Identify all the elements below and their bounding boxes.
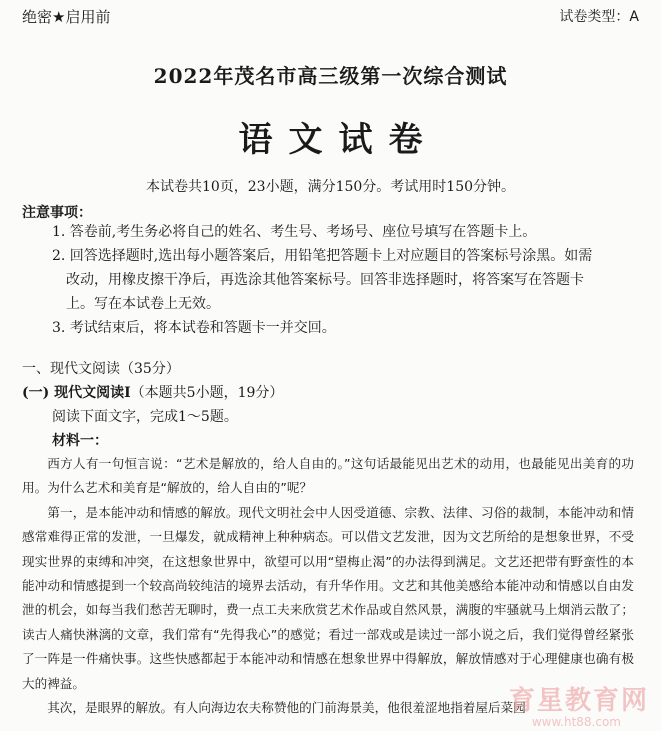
- material-label: 材料一：: [52, 433, 108, 449]
- notice-item: 1. 答卷前,考生务必将自己的姓名、考生号、考场号、座位号填写在答题卡上。: [52, 224, 537, 240]
- exam-meta: 本试卷共10页，23小题，满分150分。考试用时150分钟。: [145, 179, 516, 195]
- paper-type-label: 试卷类型：A: [559, 9, 639, 25]
- notice-heading: 注意事项：: [22, 205, 92, 221]
- section-heading: 一、现代文阅读（35分）: [22, 361, 180, 377]
- exam-title: 2022年茂名市高三级第一次综合测试: [153, 64, 508, 88]
- passage-paragraph: 第一，是本能冲动和情感的解放。现代文明社会中人因受道德、宗教、法律、习俗的裁制，本能冲动和情感常难得正常的发泄，一旦爆发，就成精神上种种病态。可以借文艺发泄，因为文艺所给的是想象世界，不受现实世界的束缚和冲突，在这想象世界中，欲望可以用“望梅止渴”的办法得到满足。文艺还把带有野蛮性的本能冲动和情感提到一个较高尚较纯洁的境界去活动，有升华作用。文艺和其他美感给本能冲动和情感以自由发泄的机会，如每当我们愁苦无聊时，费一点工夫来欣赏艺术作品或自然风景，满腹的牢骚就马上烟消云散了；读古人痛快淋漓的文章，我们常有“先得我心”的感觉；看过一部戏或是读过一部小说之后，我们觉得曾经紧张了一阵是一件痛快事。这些快感都起于本能冲动和情感在想象世界中得解放，解放情感对于心理健康也确有极大的裨益。: [22, 504, 634, 691]
- notice-item: 改动，用橡皮擦干净后，再选涂其他答案标号。回答非选择题时，将答案写在答题卡: [66, 272, 584, 288]
- notice-item: 3. 考试结束后，将本试卷和答题卡一并交回。: [52, 320, 336, 336]
- reading-instruction: 阅读下面文字，完成1～5题。: [52, 409, 238, 425]
- subject-title: 语文试卷: [238, 120, 439, 160]
- passage-paragraph: 西方人有一句恒言说：“艺术是解放的，给人自由的。”这句话最能见出艺术的动用，也最能见出美育的功用。为什么艺术和美育是“解放的，给人自由的”呢？: [22, 456, 634, 496]
- notice-item: 2. 回答选择题时,选出每小题答案后，用铅笔把答题卡上对应题目的答案标号涂黑。如需: [52, 248, 593, 264]
- watermark-url: www.ht88.com: [531, 715, 621, 729]
- watermark-logo: 育星教育网: [508, 686, 649, 716]
- subsection-title: (一) 现代文阅读Ⅰ: [22, 385, 131, 401]
- subsection-heading: [22, 382, 283, 402]
- passage-paragraph: 其次，是眼界的解放。有人向海边农夫称赞他的门前海景美，他很羞涩地指着屋后菜园: [47, 700, 526, 716]
- notice-item: 上。写在本试卷上无效。: [66, 296, 220, 312]
- secrecy-label: 绝密★启用前: [22, 8, 111, 26]
- subsection-score: （本题共5小题，19分）: [130, 385, 284, 401]
